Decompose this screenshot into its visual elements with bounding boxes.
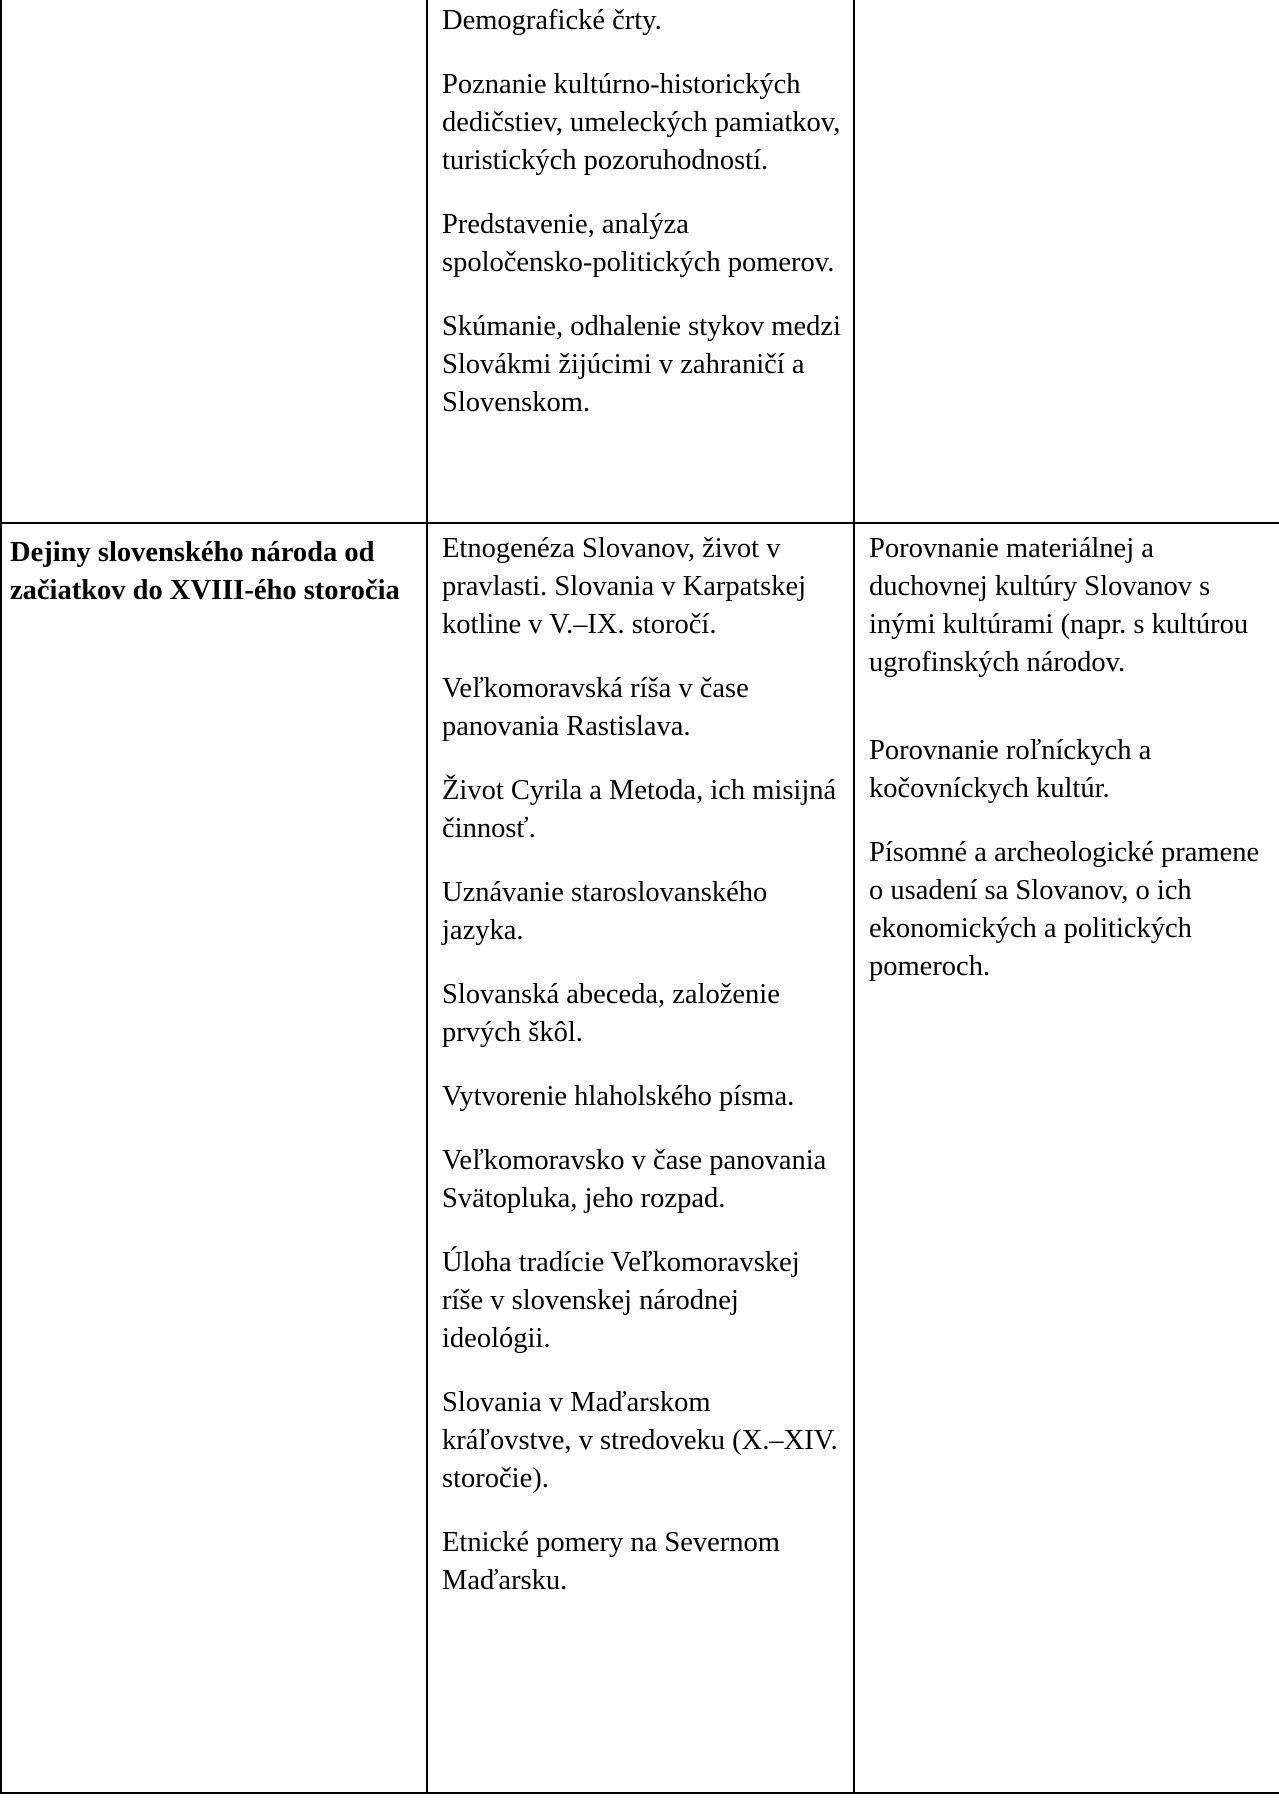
topic-cell bbox=[1, 0, 427, 523]
content-cell bbox=[427, 523, 854, 1793]
activities-cell bbox=[854, 0, 1279, 523]
content-paragraph: Slovanská abeceda, založenie prvých škôl. bbox=[442, 979, 780, 1048]
table-row bbox=[1, 523, 1279, 1793]
activities-cell bbox=[854, 523, 1279, 1793]
content-paragraph: Etnogenéza Slovanov, život v pravlasti. Slovania v Karpatskej kotline v V.–IX. storočí. bbox=[442, 533, 807, 640]
content-paragraph: Poznanie kultúrno-historických dedičstiev, umeleckých pamiatkov, turistických pozoruhodností. bbox=[442, 69, 841, 176]
topic-cell bbox=[1, 523, 427, 1793]
activity-paragraph: Porovnanie roľníckych a kočovníckych kultúr. bbox=[869, 735, 1152, 804]
content-paragraph: Etnické pomery na Severnom Maďarsku. bbox=[442, 1527, 780, 1596]
activity-paragraph: Písomné a archeologické pramene o usadení sa Slovanov, o ich ekonomických a politických pomeroch. bbox=[869, 837, 1260, 982]
content-paragraph: Uznávanie staroslovanského jazyka. bbox=[442, 877, 768, 946]
content-paragraph: Slovania v Maďarskom kráľovstve, v stredoveku (X.–XIV. storočie). bbox=[442, 1387, 838, 1494]
content-paragraph: Vytvorenie hlaholského písma. bbox=[442, 1081, 795, 1112]
content-paragraph: Predstavenie, analýza spoločensko-politických pomerov. bbox=[442, 209, 835, 278]
content-paragraph: Veľkomoravská ríša v čase panovania Rastislava. bbox=[442, 673, 749, 742]
content-paragraph: Demografické črty. bbox=[442, 5, 662, 36]
content-paragraph: Skúmanie, odhalenie stykov medzi Slovákmi žijúcimi v zahraničí a Slovenskom. bbox=[442, 311, 841, 418]
content-paragraph: Život Cyrila a Metoda, ich misijná činnosť. bbox=[442, 775, 837, 844]
content-paragraph: Veľkomoravsko v čase panovania Svätopluka, jeho rozpad. bbox=[442, 1145, 827, 1214]
topic-label bbox=[2, 0, 426, 20]
content-cell bbox=[427, 0, 854, 523]
topic-label: Dejiny slovenského národa od začiatkov do XVIII-ého storočia bbox=[10, 537, 400, 606]
table-row bbox=[1, 0, 1279, 523]
activity-paragraph: Porovnanie materiálnej a duchovnej kultúry Slovanov s inými kultúrami (napr. s kultúrou ugrofinských národov. bbox=[869, 533, 1249, 678]
content-paragraph: Úloha tradície Veľkomoravskej ríše v slovenskej národnej ideológii. bbox=[442, 1247, 800, 1354]
